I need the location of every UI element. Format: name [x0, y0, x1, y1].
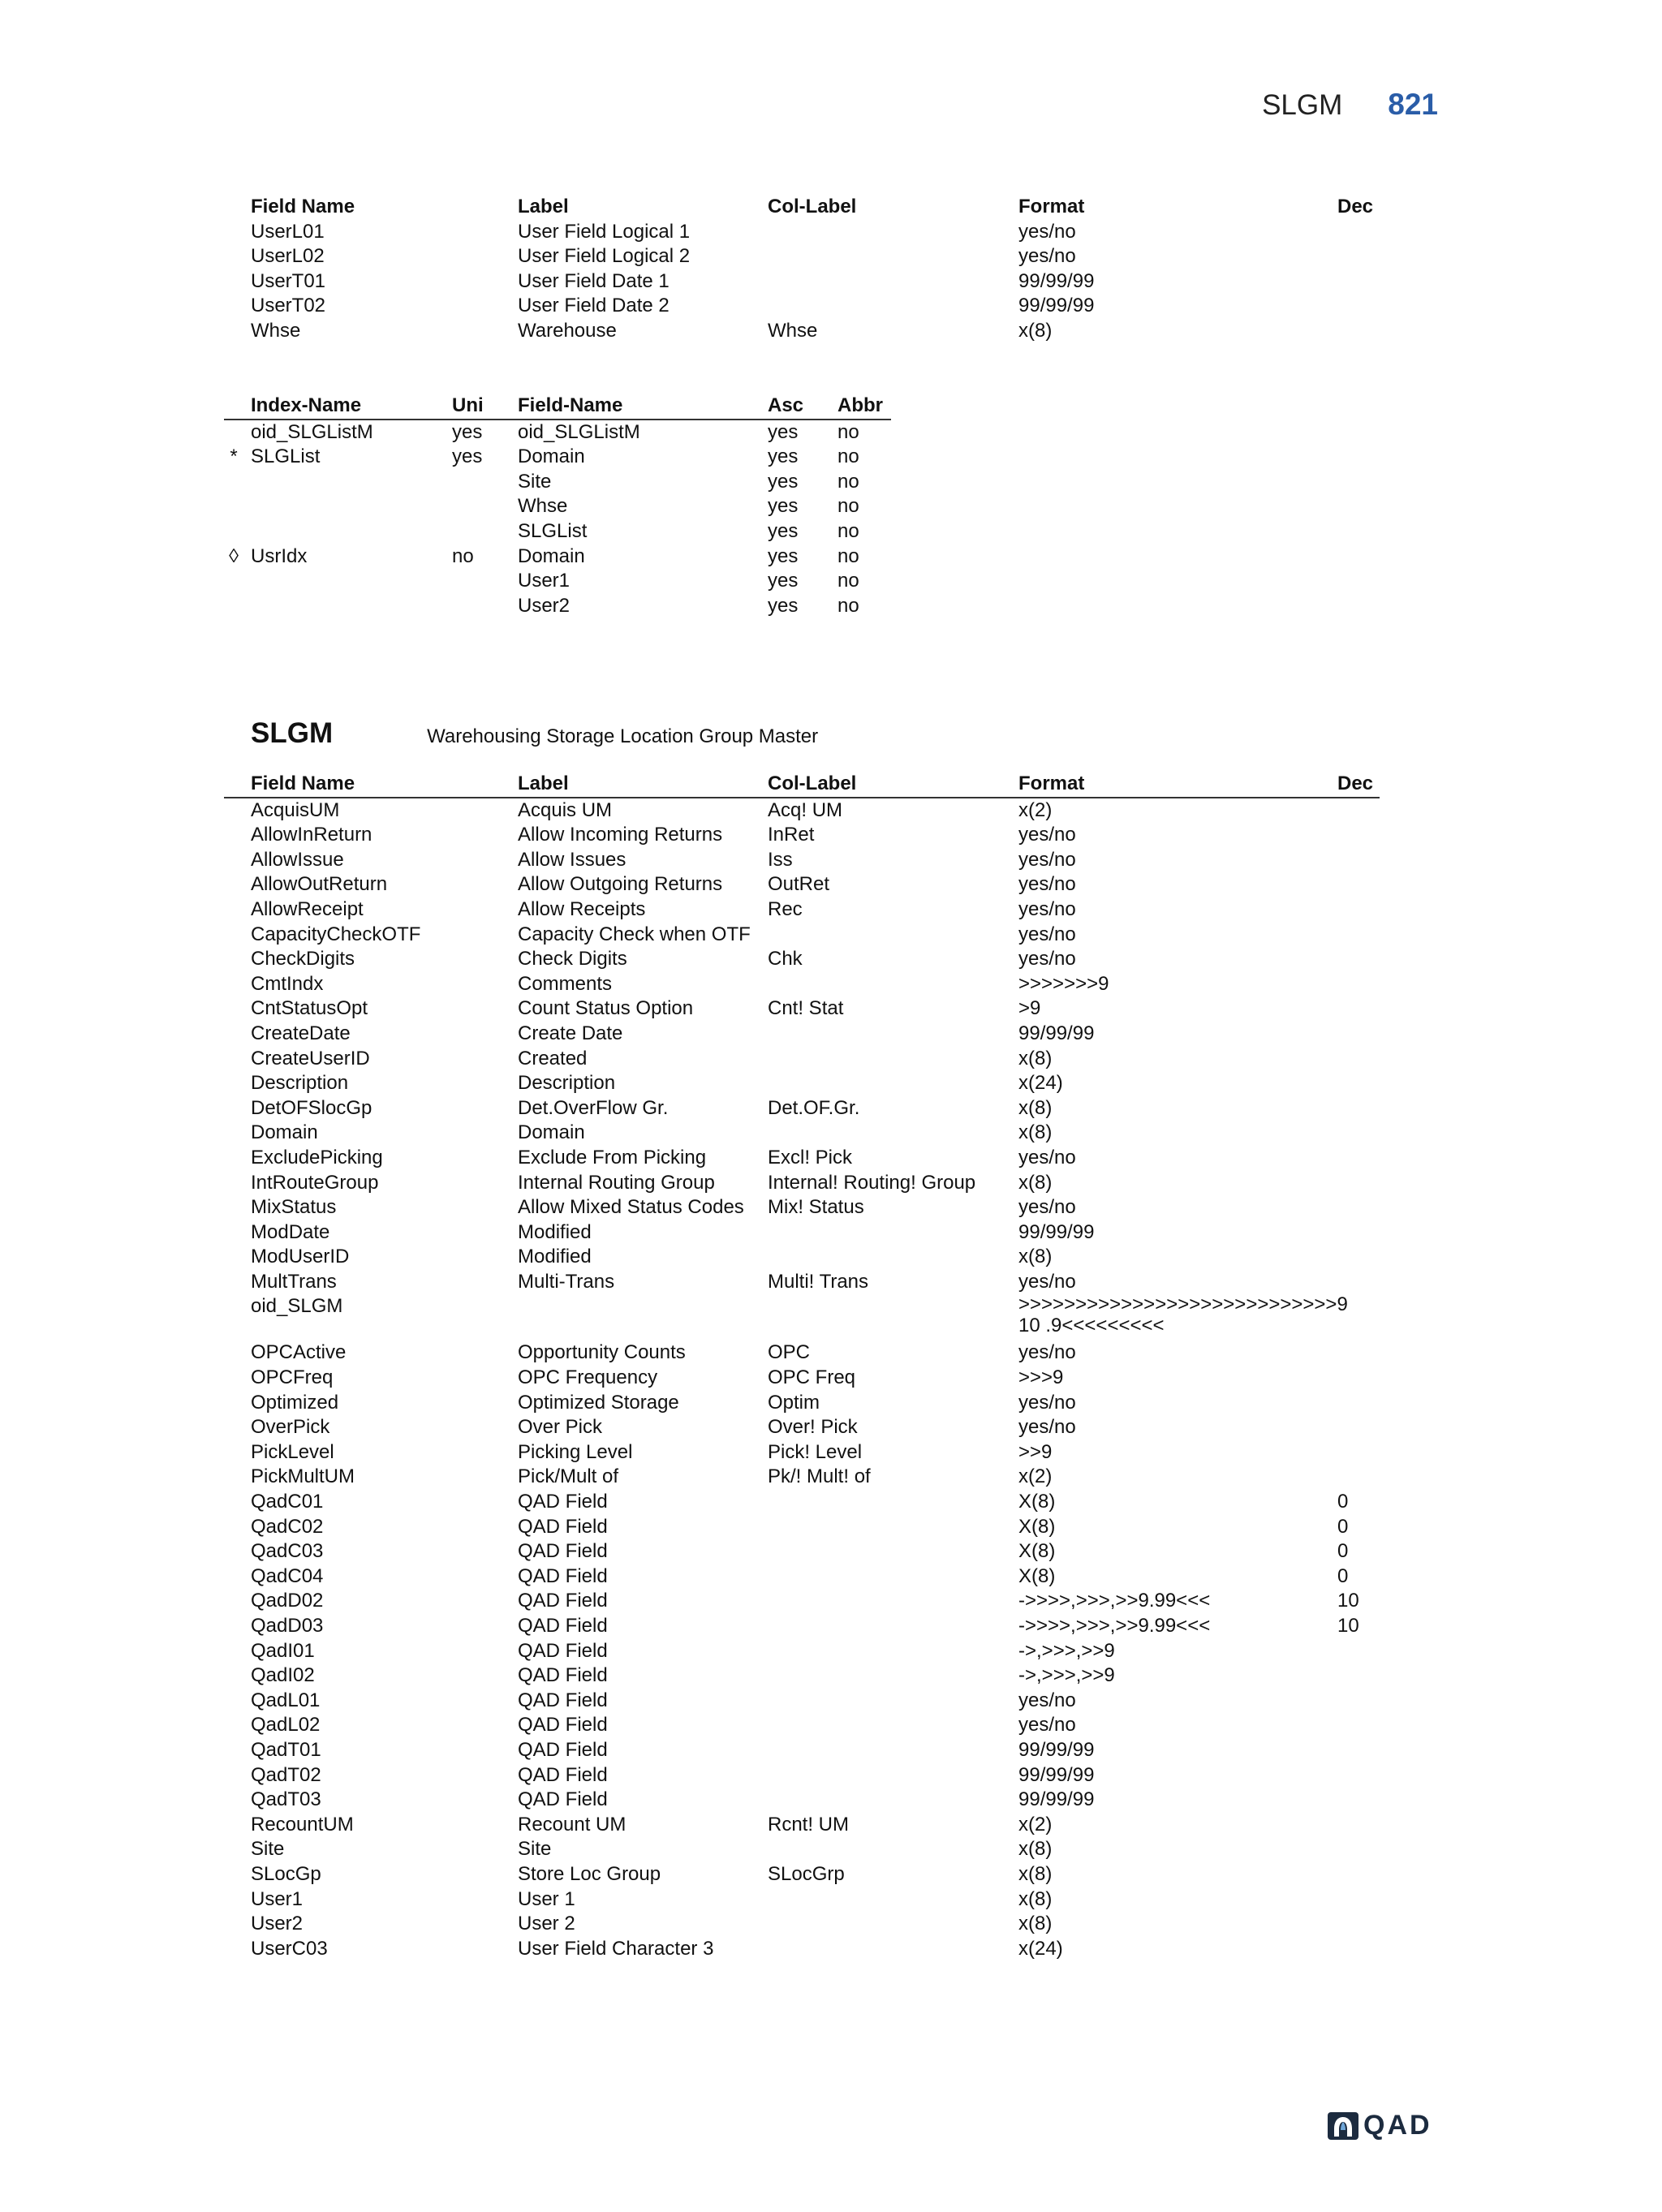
- field-format: ->>>>,>>>,>>9.99<<<: [1018, 1590, 1211, 1612]
- field-label: Capacity Check when OTF: [518, 923, 751, 945]
- field-name: User2: [251, 1913, 304, 1935]
- index-field-name: Domain: [518, 445, 585, 468]
- field-col-label: SLocGrp: [768, 1862, 845, 1885]
- field-name: AllowIssue: [251, 848, 344, 871]
- field-col-label: OutRet: [768, 873, 830, 896]
- field-row: [224, 1738, 1380, 1763]
- col-header-abbr: Abbr: [837, 394, 883, 416]
- field-name: CntStatusOpt: [251, 997, 368, 1020]
- field-name: QadL01: [251, 1689, 321, 1711]
- field-name: CreateUserID: [251, 1047, 370, 1069]
- field-dec: 0: [1337, 1564, 1349, 1587]
- index-marker: ◊: [229, 544, 239, 567]
- field-format: 99/99/99: [1018, 295, 1095, 317]
- field-row: [224, 1391, 1380, 1416]
- field-row: [224, 1539, 1380, 1564]
- index-field-name: Site: [518, 470, 552, 493]
- field-row: [224, 1146, 1380, 1171]
- col-header-asc: Asc: [768, 394, 804, 416]
- field-label: Site: [518, 1838, 552, 1861]
- field-name: OverPick: [251, 1416, 330, 1439]
- field-format: x(8): [1018, 1838, 1053, 1861]
- field-name: PickMultUM: [251, 1465, 355, 1488]
- field-name: QadI02: [251, 1664, 315, 1687]
- field-format: 99/99/99: [1018, 1738, 1095, 1761]
- field-name: QadC02: [251, 1515, 324, 1538]
- field-label: Opportunity Counts: [518, 1341, 686, 1364]
- section-title: [251, 717, 818, 750]
- index-field-name: SLGList: [518, 519, 588, 542]
- field-row: [224, 798, 1380, 824]
- field-label: User 2: [518, 1913, 575, 1935]
- field-row: [224, 1490, 1380, 1515]
- field-format: x(8): [1018, 1096, 1053, 1119]
- field-row: [224, 1220, 1380, 1246]
- index-table-header: [224, 394, 891, 420]
- field-format: 99/99/99: [1018, 269, 1095, 292]
- field-dec: 10: [1337, 1590, 1359, 1612]
- field-format: >>>9: [1018, 1366, 1064, 1389]
- field-name: PickLevel: [251, 1440, 334, 1463]
- field-label: QAD Field: [518, 1639, 608, 1662]
- field-label: User Field Logical 2: [518, 245, 691, 268]
- col-header-uni: Uni: [452, 394, 484, 416]
- field-col-label: Rcnt! UM: [768, 1813, 850, 1835]
- field-col-label: Optim: [768, 1391, 820, 1414]
- field-label: Pick/Mult of: [518, 1465, 619, 1488]
- field-row: [224, 897, 1380, 923]
- field-row: [224, 972, 1380, 997]
- field-format: x(8): [1018, 1862, 1053, 1885]
- index-name: UsrIdx: [251, 544, 308, 567]
- field-dec: 0: [1337, 1515, 1349, 1538]
- field-name: QadT02: [251, 1763, 321, 1786]
- qad-logo-icon: [1328, 2112, 1358, 2140]
- col-header-format: Format: [1018, 196, 1085, 217]
- field-label: Domain: [518, 1121, 585, 1144]
- col-header-field-name: Field-Name: [518, 394, 623, 416]
- field-label: User Field Date 2: [518, 295, 670, 317]
- field-name: AllowReceipt: [251, 897, 364, 920]
- field-name: QadI01: [251, 1639, 315, 1662]
- field-label: QAD Field: [518, 1491, 608, 1513]
- field-label: Allow Mixed Status Codes: [518, 1196, 744, 1219]
- col-header-field-name: Field Name: [251, 772, 355, 794]
- field-label: Optimized Storage: [518, 1391, 679, 1414]
- field-format: >>9: [1018, 1440, 1053, 1463]
- index-asc: yes: [768, 420, 799, 443]
- field-format: x(8): [1018, 319, 1053, 342]
- field-name: AllowInReturn: [251, 824, 372, 846]
- col-header-col-label: Col-Label: [768, 196, 857, 217]
- field-col-label: Cnt! Stat: [768, 997, 844, 1020]
- field-format: x(8): [1018, 1171, 1053, 1194]
- field-format: X(8): [1018, 1491, 1056, 1513]
- field-row: [224, 1096, 1380, 1121]
- field-col-label: Internal! Routing! Group: [768, 1171, 976, 1194]
- field-name: CmtIndx: [251, 972, 324, 995]
- section-table-name: SLGM: [251, 717, 334, 749]
- field-col-label: Over! Pick: [768, 1416, 858, 1439]
- field-name: ModUserID: [251, 1246, 350, 1268]
- field-name: UserL02: [251, 245, 325, 268]
- field-label: Det.OverFlow Gr.: [518, 1096, 669, 1119]
- field-name: QadD03: [251, 1615, 324, 1637]
- field-col-label: Mix! Status: [768, 1196, 864, 1219]
- field-label: Store Loc Group: [518, 1862, 661, 1885]
- index-row: [224, 494, 891, 519]
- field-format: yes/no: [1018, 1714, 1076, 1736]
- index-asc: yes: [768, 594, 799, 617]
- field-dec: 10: [1337, 1615, 1359, 1637]
- field-format: x(24): [1018, 1072, 1063, 1095]
- index-abbr: no: [837, 544, 859, 567]
- field-format: yes/no: [1018, 1689, 1076, 1711]
- field-format: yes/no: [1018, 1270, 1076, 1293]
- field-row: [224, 1245, 1380, 1270]
- index-name: SLGList: [251, 445, 321, 468]
- field-name: UserT01: [251, 269, 326, 292]
- field-format: yes/no: [1018, 245, 1076, 268]
- field-row: [224, 1912, 1380, 1937]
- index-row: [224, 420, 891, 445]
- col-header-index-name: Index-Name: [251, 394, 362, 416]
- field-name: QadC01: [251, 1491, 324, 1513]
- field-row: [224, 1047, 1380, 1072]
- field-label: Allow Receipts: [518, 897, 646, 920]
- field-label: Allow Outgoing Returns: [518, 873, 723, 896]
- field-format: yes/no: [1018, 220, 1076, 243]
- field-name: MixStatus: [251, 1196, 337, 1219]
- field-name: CreateDate: [251, 1022, 351, 1044]
- field-name: DetOFSlocGp: [251, 1096, 372, 1119]
- field-name: UserL01: [251, 220, 325, 243]
- field-format: 99/99/99: [1018, 1022, 1095, 1044]
- field-name: QadC04: [251, 1564, 324, 1587]
- field-label: QAD Field: [518, 1615, 608, 1637]
- index-abbr: no: [837, 570, 859, 592]
- field-row: [224, 1813, 1380, 1838]
- field-format: x(8): [1018, 1121, 1053, 1144]
- field-format: ->,>>>,>>9: [1018, 1664, 1115, 1687]
- field-format: x(8): [1018, 1246, 1053, 1268]
- field-label: OPC Frequency: [518, 1366, 658, 1389]
- page-number: 821: [1388, 88, 1438, 121]
- field-label: User Field Logical 1: [518, 220, 691, 243]
- field-row: [224, 1195, 1380, 1220]
- field-name: UserC03: [251, 1937, 328, 1960]
- field-format: yes/no: [1018, 1341, 1076, 1364]
- field-format: 99/99/99: [1018, 1788, 1095, 1811]
- field-name: ModDate: [251, 1220, 330, 1243]
- field-row: [224, 1270, 1380, 1295]
- index-name: oid_SLGListM: [251, 420, 373, 443]
- field-name: OPCActive: [251, 1341, 347, 1364]
- field-col-label: Chk: [768, 948, 803, 970]
- field-col-label: Pk/! Mult! of: [768, 1465, 871, 1488]
- field-label: Warehouse: [518, 319, 617, 342]
- field-name: Optimized: [251, 1391, 339, 1414]
- col-header-label: Label: [518, 772, 569, 794]
- col-header-dec: Dec: [1337, 772, 1374, 794]
- field-name: QadT01: [251, 1738, 321, 1761]
- field-label: Multi-Trans: [518, 1270, 615, 1293]
- field-label: QAD Field: [518, 1689, 608, 1711]
- field-label: Create Date: [518, 1022, 623, 1044]
- field-row: [224, 1887, 1380, 1913]
- field-name: MultTrans: [251, 1270, 337, 1293]
- field-col-label: Acq! UM: [768, 798, 843, 821]
- col-header-col-label: Col-Label: [768, 772, 857, 794]
- section-description: Warehousing Storage Location Group Master: [427, 725, 819, 747]
- index-abbr: no: [837, 470, 859, 493]
- field-name: Whse: [251, 319, 301, 342]
- field-format: >9: [1018, 997, 1041, 1020]
- field-label: Over Pick: [518, 1416, 603, 1439]
- index-row: [224, 519, 891, 544]
- field-row: [224, 1341, 1380, 1366]
- field-format: yes/no: [1018, 1391, 1076, 1414]
- field-label: QAD Field: [518, 1515, 608, 1538]
- index-row: [224, 470, 891, 495]
- field-label: QAD Field: [518, 1590, 608, 1612]
- field-label: Created: [518, 1047, 588, 1069]
- field-label: Check Digits: [518, 948, 627, 970]
- field-row: [224, 1663, 1380, 1689]
- field-label: Exclude From Picking: [518, 1146, 707, 1168]
- index-asc: yes: [768, 544, 799, 567]
- field-format: yes/no: [1018, 1196, 1076, 1219]
- field-label: Comments: [518, 972, 613, 995]
- field-format: X(8): [1018, 1540, 1056, 1563]
- field-format: yes/no: [1018, 1416, 1076, 1439]
- index-unique: yes: [452, 445, 483, 468]
- field-col-label: Excl! Pick: [768, 1146, 853, 1168]
- field-col-label: Pick! Level: [768, 1440, 863, 1463]
- field-table-header: [224, 772, 1380, 798]
- field-col-label: OPC Freq: [768, 1366, 856, 1389]
- field-label: QAD Field: [518, 1763, 608, 1786]
- field-row: [224, 1465, 1380, 1490]
- field-label: Picking Level: [518, 1440, 633, 1463]
- index-field-name: Domain: [518, 544, 585, 567]
- field-col-label: OPC: [768, 1341, 811, 1364]
- field-dec: 0: [1337, 1491, 1349, 1513]
- field-label: User Field Character 3: [518, 1937, 714, 1960]
- qad-logo: [1328, 2110, 1432, 2141]
- field-row: [224, 1837, 1380, 1862]
- field-dec: 0: [1337, 1540, 1349, 1563]
- field-name: Description: [251, 1072, 349, 1095]
- index-abbr: no: [837, 420, 859, 443]
- field-format: >>>>>>>>>>>>>>>>>>>>>>>>>>>>9 10 .9<<<<<<<<<: [1018, 1293, 1348, 1337]
- field-format: ->>>>,>>>,>>9.99<<<: [1018, 1615, 1211, 1637]
- col-header-format: Format: [1018, 772, 1085, 794]
- field-name: CapacityCheckOTF: [251, 923, 421, 945]
- field-label: Count Status Option: [518, 997, 694, 1020]
- index-unique: no: [452, 544, 474, 567]
- field-col-label: Whse: [768, 319, 818, 342]
- field-format: yes/no: [1018, 873, 1076, 896]
- field-name: oid_SLGM: [251, 1295, 343, 1318]
- index-asc: yes: [768, 519, 799, 542]
- field-row: [224, 1564, 1380, 1590]
- qad-logo-text: QAD: [1363, 2110, 1432, 2141]
- field-name: ExcludePicking: [251, 1146, 383, 1168]
- field-format: x(24): [1018, 1937, 1063, 1960]
- field-label: Recount UM: [518, 1813, 626, 1835]
- index-field-name: User1: [518, 570, 571, 592]
- index-field-name: User2: [518, 594, 571, 617]
- field-format: x(2): [1018, 1465, 1053, 1488]
- field-row: [224, 1937, 1380, 1962]
- field-label: QAD Field: [518, 1788, 608, 1811]
- field-label: User Field Date 1: [518, 269, 670, 292]
- field-row: [224, 1515, 1380, 1540]
- field-label: QAD Field: [518, 1714, 608, 1736]
- index-abbr: no: [837, 594, 859, 617]
- index-asc: yes: [768, 495, 799, 518]
- field-format: >>>>>>>9: [1018, 972, 1109, 995]
- field-row: [224, 1071, 1380, 1096]
- field-format: yes/no: [1018, 897, 1076, 920]
- field-name: QadT03: [251, 1788, 321, 1811]
- field-format: ->,>>>,>>9: [1018, 1639, 1115, 1662]
- field-row: [224, 947, 1380, 972]
- field-row: [224, 1713, 1380, 1738]
- field-row: [224, 1440, 1380, 1465]
- field-name: QadC03: [251, 1540, 324, 1563]
- field-col-label: Det.OF.Gr.: [768, 1096, 860, 1119]
- field-format: yes/no: [1018, 948, 1076, 970]
- col-header-dec: Dec: [1337, 196, 1374, 217]
- field-format: x(8): [1018, 1047, 1053, 1069]
- index-asc: yes: [768, 445, 799, 468]
- col-header-field-name: Field Name: [251, 196, 355, 217]
- field-format: yes/no: [1018, 848, 1076, 871]
- index-field-name: Whse: [518, 495, 568, 518]
- index-asc: yes: [768, 470, 799, 493]
- field-name: QadD02: [251, 1590, 324, 1612]
- field-name: OPCFreq: [251, 1366, 334, 1389]
- field-row: [224, 1589, 1380, 1614]
- index-marker: *: [230, 445, 238, 468]
- field-label: User 1: [518, 1887, 575, 1910]
- field-name: CheckDigits: [251, 948, 355, 970]
- field-row: [224, 923, 1380, 948]
- field-name: AllowOutReturn: [251, 873, 388, 896]
- field-format: 99/99/99: [1018, 1763, 1095, 1786]
- field-row: [224, 1366, 1380, 1391]
- col-header-label: Label: [518, 196, 569, 217]
- field-name: User1: [251, 1887, 304, 1910]
- field-label: Modified: [518, 1246, 592, 1268]
- field-name: RecountUM: [251, 1813, 354, 1835]
- field-format: x(8): [1018, 1887, 1053, 1910]
- field-row: [224, 1171, 1380, 1196]
- field-row: [224, 848, 1380, 873]
- field-label: Acquis UM: [518, 798, 613, 821]
- field-label: QAD Field: [518, 1738, 608, 1761]
- index-abbr: no: [837, 519, 859, 542]
- header-table-code: SLGM: [1262, 89, 1343, 121]
- field-format: yes/no: [1018, 1146, 1076, 1168]
- field-label: QAD Field: [518, 1664, 608, 1687]
- field-name: IntRouteGroup: [251, 1171, 379, 1194]
- field-label: Modified: [518, 1220, 592, 1243]
- field-row: [224, 1639, 1380, 1664]
- field-row: [224, 823, 1380, 848]
- page-header: [1262, 88, 1438, 122]
- field-row: [224, 1862, 1380, 1887]
- field-row: [224, 1415, 1380, 1440]
- field-name: Domain: [251, 1121, 318, 1144]
- field-row: [224, 1121, 1380, 1146]
- field-name: AcquisUM: [251, 798, 340, 821]
- index-row: [224, 594, 891, 619]
- field-label: Allow Incoming Returns: [518, 824, 723, 846]
- field-row: [224, 996, 1380, 1022]
- field-row: [224, 1294, 1380, 1341]
- field-name: QadL02: [251, 1714, 321, 1736]
- field-label: Internal Routing Group: [518, 1171, 715, 1194]
- field-col-label: Rec: [768, 897, 803, 920]
- field-format: yes/no: [1018, 923, 1076, 945]
- field-col-label: Iss: [768, 848, 793, 871]
- index-table: [224, 394, 891, 618]
- index-abbr: no: [837, 495, 859, 518]
- field-label: QAD Field: [518, 1540, 608, 1563]
- field-row: [224, 1763, 1380, 1788]
- slgm-field-table: [224, 772, 1380, 1961]
- field-row: [224, 1614, 1380, 1639]
- field-row: [224, 872, 1380, 897]
- index-row: [224, 569, 891, 594]
- index-field-name: oid_SLGListM: [518, 420, 640, 443]
- field-label: QAD Field: [518, 1564, 608, 1587]
- field-label: Allow Issues: [518, 848, 626, 871]
- field-name: Site: [251, 1838, 285, 1861]
- field-row: [224, 1689, 1380, 1714]
- field-label: Description: [518, 1072, 616, 1095]
- index-abbr: no: [837, 445, 859, 468]
- index-row: [224, 445, 891, 470]
- field-format: X(8): [1018, 1515, 1056, 1538]
- field-name: UserT02: [251, 295, 326, 317]
- index-asc: yes: [768, 570, 799, 592]
- field-format: 99/99/99: [1018, 1220, 1095, 1243]
- field-format: x(2): [1018, 798, 1053, 821]
- field-col-label: Multi! Trans: [768, 1270, 869, 1293]
- index-unique: yes: [452, 420, 483, 443]
- field-row: [224, 1022, 1380, 1047]
- field-format: yes/no: [1018, 824, 1076, 846]
- field-row: [224, 1788, 1380, 1813]
- field-format: x(2): [1018, 1813, 1053, 1835]
- index-row: [224, 544, 891, 570]
- field-format: X(8): [1018, 1564, 1056, 1587]
- field-name: SLocGp: [251, 1862, 321, 1885]
- field-col-label: InRet: [768, 824, 815, 846]
- field-format: x(8): [1018, 1913, 1053, 1935]
